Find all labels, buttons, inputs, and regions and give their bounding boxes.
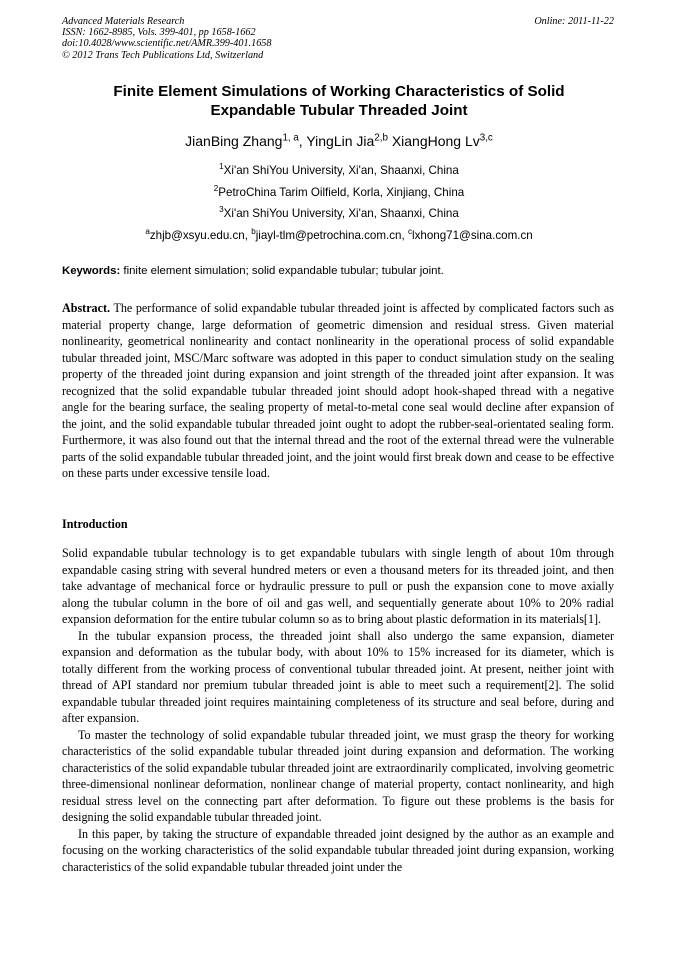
author-list	[62, 132, 616, 150]
email-address: jiayl-tlm@petrochina.com.cn,	[255, 229, 408, 242]
affiliation-1	[62, 164, 616, 178]
email-address: zhjb@xsyu.edu.cn,	[149, 229, 252, 242]
abstract-label: Abstract.	[62, 301, 111, 315]
introduction-heading: Introduction	[62, 517, 128, 531]
email-mark: b	[251, 227, 256, 237]
author-separator: ,	[298, 133, 307, 149]
email-mark: c	[407, 227, 412, 237]
doi-line: doi:10.4028/www.scientific.net/AMR.399-401.1658	[62, 38, 272, 50]
keywords-label: Keywords:	[62, 265, 121, 277]
abstract-section	[62, 300, 614, 482]
affiliation-mark: 3	[219, 205, 224, 215]
affiliation-2	[62, 186, 616, 200]
online-date: Online: 2011-11-22	[534, 16, 614, 27]
publication-header	[62, 16, 271, 61]
email-address: lxhong71@sina.com.cn	[412, 229, 533, 242]
title-line-2: Expandable Tubular Threaded Joint	[210, 102, 468, 119]
author-name: JianBing Zhang	[185, 133, 283, 149]
affiliation-text: Xi'an ShiYou University, Xi'an, Shaanxi, China	[223, 164, 459, 177]
author-name: YingLin Jia	[306, 133, 375, 149]
copyright-line: © 2012 Trans Tech Publications Ltd, Switzerland	[62, 49, 264, 61]
journal-name: Advanced Materials Research	[62, 16, 185, 27]
abstract-paragraph	[62, 300, 614, 482]
email-mark: a	[145, 227, 150, 237]
introduction-paragraph: In this paper, by taking the structure of expandable threaded joint designed by the author as an example and focusing on the working characteristics of the solid expandable tubular threaded joint during expansion, working characteristics of the solid expandable tubular threaded joint under the	[62, 826, 614, 874]
affiliation-mark: 1	[219, 162, 224, 172]
author-superscript: 3,c	[479, 132, 493, 144]
abstract-text: The performance of solid expandable tubular threaded joint is affected by complicated factors such as material property change, large deformation of geometric dimension and residual stress. Given material nonlinearity, geometrical nonlinearity and contact nonlinearity in the operational process of solid expandable tubular threaded joint, MSC/Marc software was adopted in this paper to conduct simulation study on the sealing property of the threaded joint during expansion and joint strength of the threaded joint after expansion. It was recognized that the solid expandable tubular threaded joint should adopt hook-shaped thread with a negative angle for the bearing surface, the sealing property of metal-to-metal cone seal would decline after expansion of the joint, and the solid expandable tubular threaded joint ought to adopt the rubber-seal-orientated sealing form. Furthermore, it was also found out that the internal thread and the root of the external thread were the vulnerable parts of the solid expandable tubular threaded joint, and the joint would first break down and cease to be effective on these parts under excessive tensile load.	[62, 301, 614, 480]
introduction-paragraph: In the tubular expansion process, the threaded joint shall also undergo the same expansion, diameter expansion and deformation as the tubular body, with about 10% to 15% increased for its diameter, which is totally different from the working process of conventional tubular threaded joint. At present, neither joint with thread of API standard nor premium tubular threaded joint is able to meet such a requirement[2]. The solid expandable tubular threaded joint requires maintaining completeness of its structure and seal before, during and after expansion.	[62, 628, 614, 725]
affiliation-text: Xi'an ShiYou University, Xi'an, Shaanxi, China	[223, 207, 459, 220]
keywords-line	[62, 264, 616, 278]
introduction-body	[62, 545, 614, 875]
email-line	[62, 229, 616, 243]
author-superscript: 2,b	[374, 132, 388, 144]
paper-title	[62, 82, 616, 120]
author-superscript: 1, a	[282, 132, 299, 144]
title-line-1: Finite Element Simulations of Working Characteristics of Solid	[113, 83, 565, 100]
keywords-text: finite element simulation; solid expandable tubular; tubular joint.	[120, 265, 444, 277]
introduction-paragraph: Solid expandable tubular technology is to get expandable tubulars with single length of about 10m through expandable casing string with several hundred meters or even a thousand meters for its threaded joint, and then take advantage of mechanical force or hydraulic pressure to pull or push the expansion cone to move axially along the tubular column in the bore of oil and gas well, and sequentially generate about 10% to 20% radial expansion deformation for the entire tubular column so as to bring about plastic deformation in its materials[1].	[62, 546, 614, 626]
affiliation-3	[62, 207, 616, 221]
introduction-paragraph: To master the technology of solid expandable tubular threaded joint, we must grasp the theory for working characteristics of the solid expandable tubular threaded joint during expansion and deformation. The working characteristics of the solid expandable tubular threaded joint are extraordinarily complicated, involving geometric three-dimensional nonlinear deformation, nonlinear change of material property, contact nonlinearity, and high residual stress level on the connecting part after deformation. To figure out these problems is the basis for designing the solid expandable tubular threaded joint.	[62, 727, 614, 824]
affiliation-text: PetroChina Tarim Oilfield, Korla, Xinjiang, China	[218, 186, 465, 199]
issn-line: ISSN: 1662-8985, Vols. 399-401, pp 1658-1662	[62, 27, 256, 39]
affiliation-mark: 2	[213, 184, 219, 194]
author-name: XiangHong Lv	[391, 133, 480, 149]
